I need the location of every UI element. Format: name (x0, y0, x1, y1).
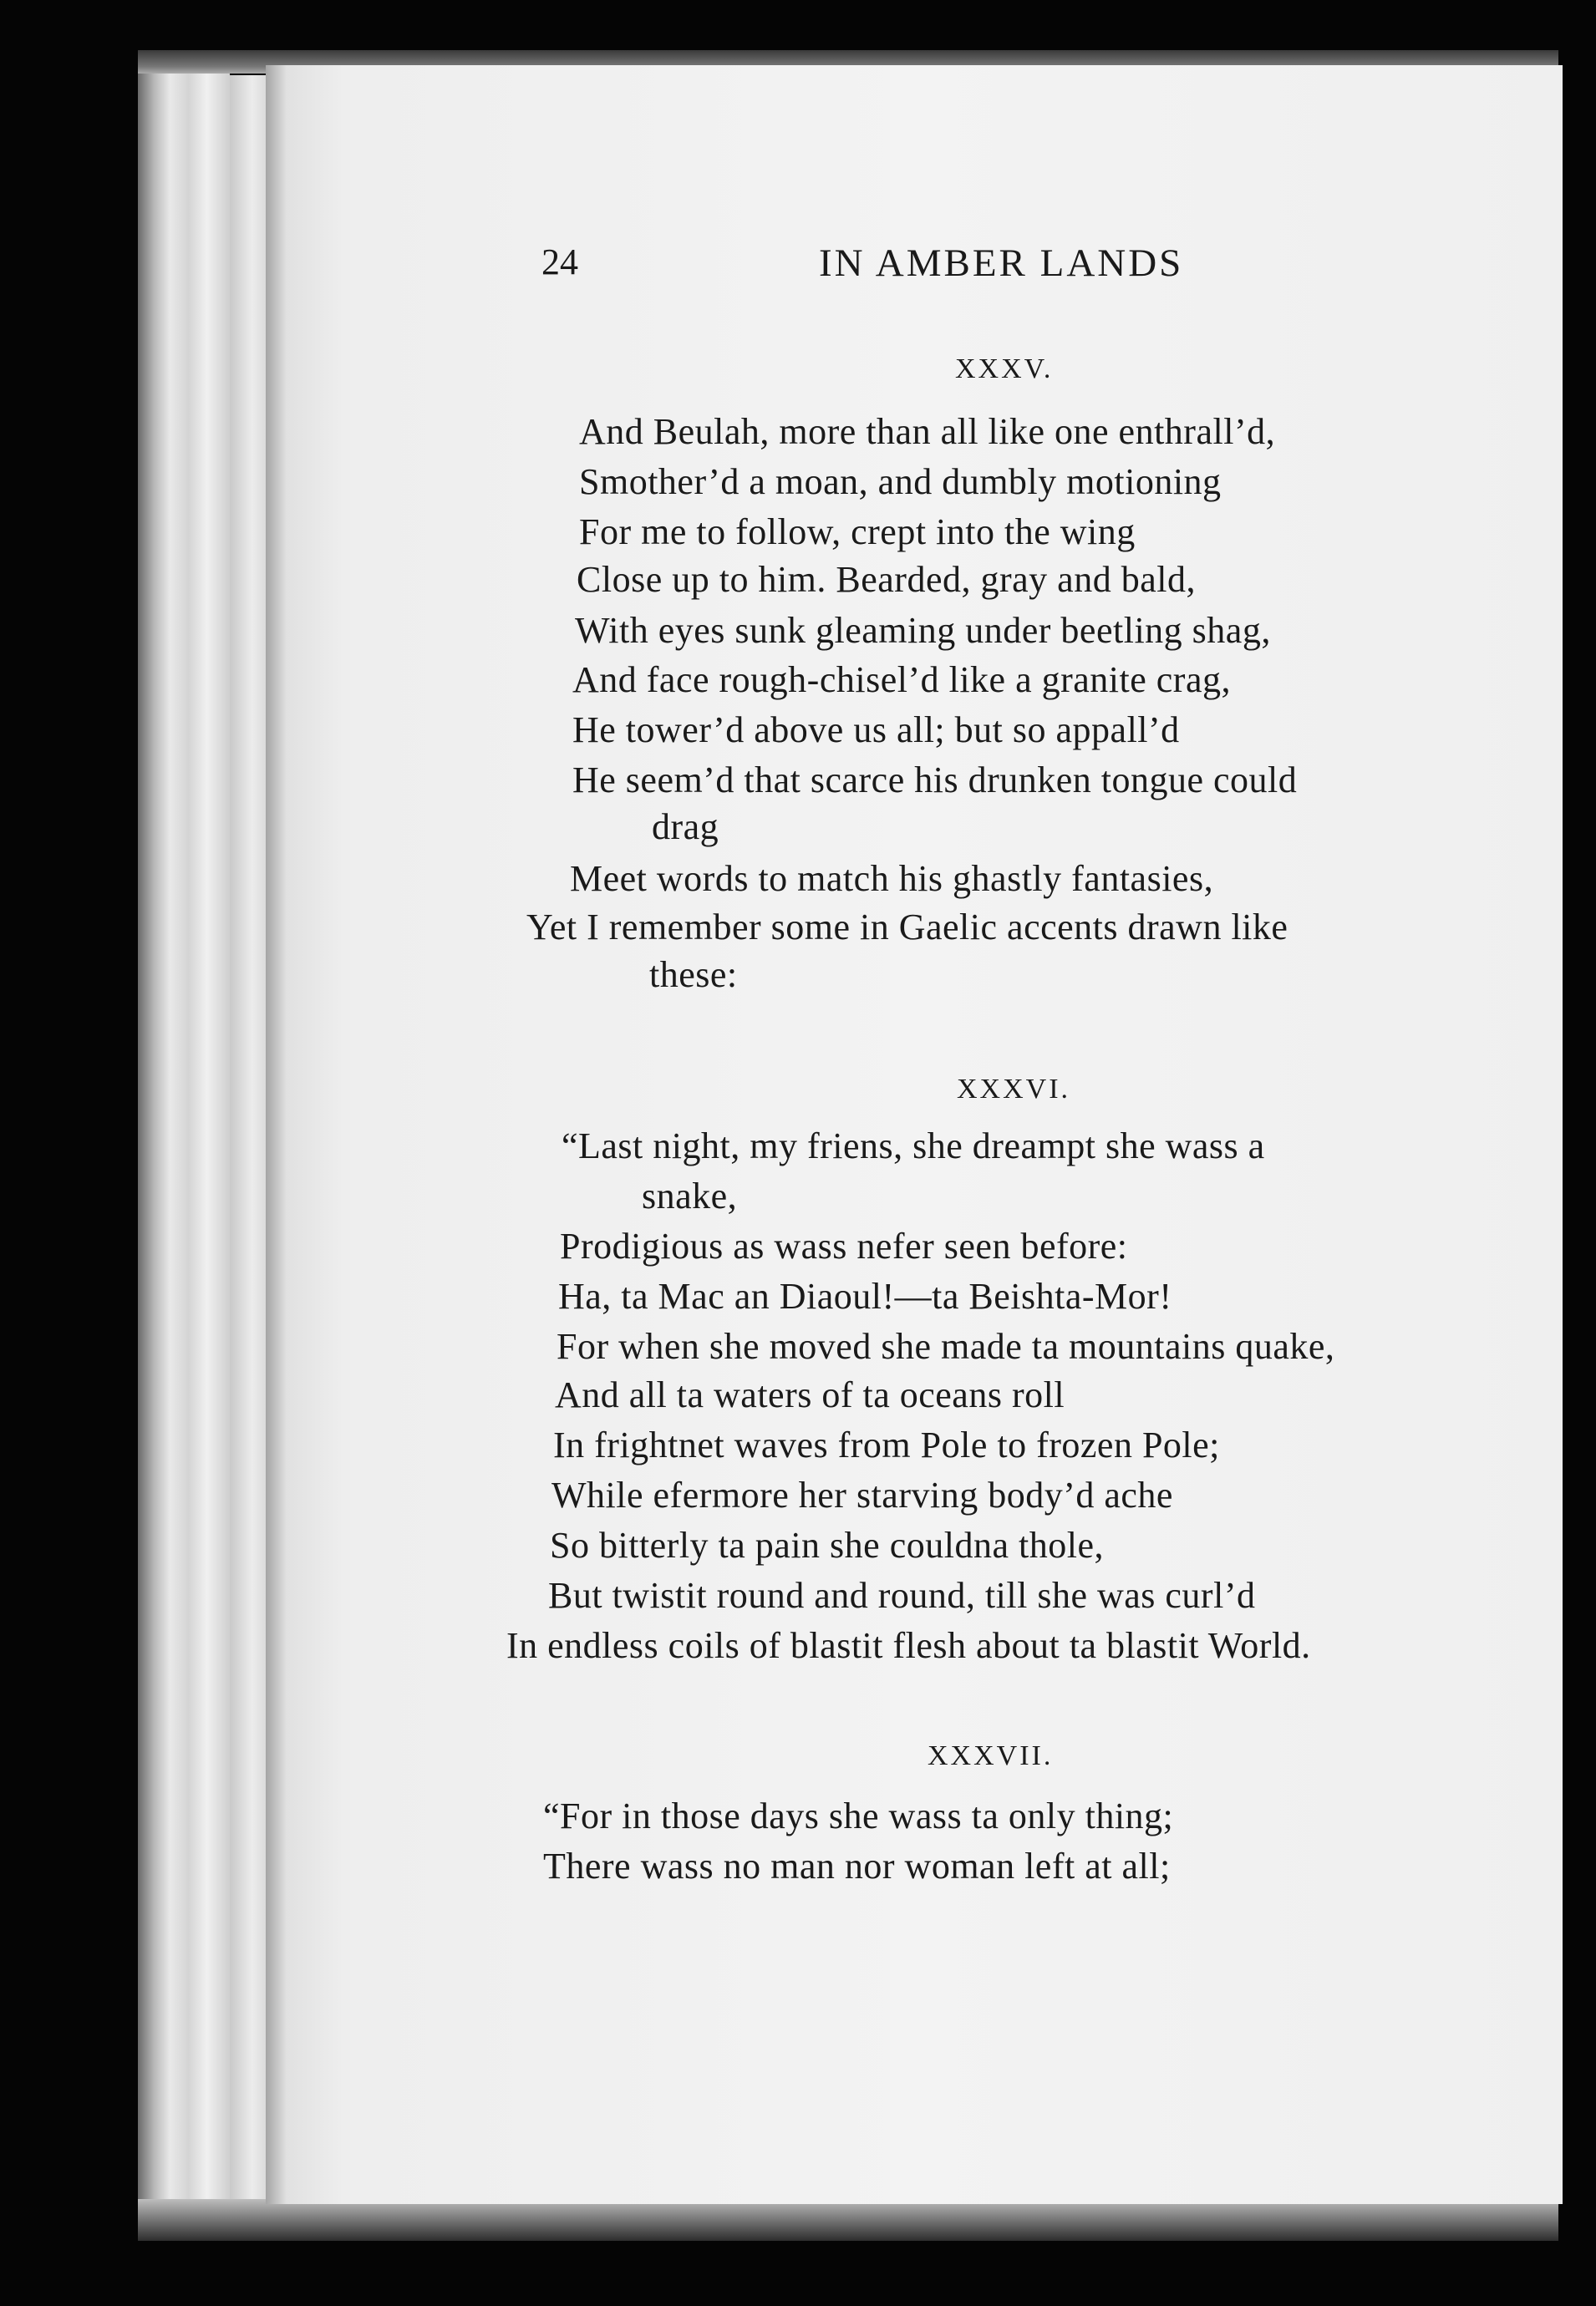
running-title: IN AMBER LANDS (819, 241, 1184, 285)
verse-line: In endless coils of blastit flesh about ta blastit World. (506, 1625, 1311, 1666)
stanza-numeral: XXXVII. (928, 1740, 1054, 1771)
verse-line: And face rough-chisel’d like a granite crag, (572, 659, 1231, 700)
verse-line: So bitterly ta pain she couldna thole, (550, 1525, 1104, 1566)
verse-line: Prodigious as wass nefer seen before: (560, 1226, 1128, 1267)
verse-line: For me to follow, crept into the wing (579, 511, 1136, 552)
verse-line: There wass no man nor woman left at all; (543, 1846, 1171, 1887)
stanza-numeral: XXXV. (955, 353, 1054, 384)
verse-line: Meet words to match his ghastly fantasies, (570, 858, 1214, 899)
verse-line-continuation: snake, (642, 1176, 738, 1216)
verse-line: Yet I remember some in Gaelic accents drawn like (526, 907, 1288, 947)
verse-line: And all ta waters of ta oceans roll (555, 1374, 1065, 1415)
verse-line-continuation: these: (649, 954, 738, 995)
verse-line: With eyes sunk gleaming under beetling shag, (575, 610, 1271, 651)
verse-line: “For in those days she wass ta only thing; (543, 1796, 1174, 1836)
verse-line: But twistit round and round, till she was curl’d (548, 1575, 1256, 1616)
book-edge-inner (230, 75, 267, 2214)
stanza-numeral: XXXVI. (957, 1074, 1071, 1105)
verse-line: And Beulah, more than all like one enthrall’d, (579, 411, 1276, 452)
verse-line: While efermore her starving body’d ache (551, 1475, 1173, 1516)
page-gutter-shadow (266, 65, 287, 2204)
binding-bottom (138, 2199, 1558, 2241)
verse-line: Ha, ta Mac an Diaoul!—ta Beishta-Mor! (558, 1276, 1172, 1317)
verse-line: “Last night, my friens, she dreampt she wass a (562, 1125, 1265, 1166)
verse-line: He tower’d above us all; but so appall’d (572, 709, 1180, 750)
verse-line: Close up to him. Bearded, gray and bald, (577, 559, 1196, 600)
verse-line-continuation: drag (652, 806, 719, 847)
page-number: 24 (541, 241, 578, 282)
verse-line: He seem’d that scarce his drunken tongue could (572, 759, 1298, 800)
verse-line: In frightnet waves from Pole to frozen Pole; (553, 1425, 1220, 1465)
verse-line: Smother’d a moan, and dumbly motioning (579, 461, 1222, 502)
book-edge (138, 50, 230, 2231)
verse-line: For when she moved she made ta mountains quake, (557, 1326, 1335, 1367)
